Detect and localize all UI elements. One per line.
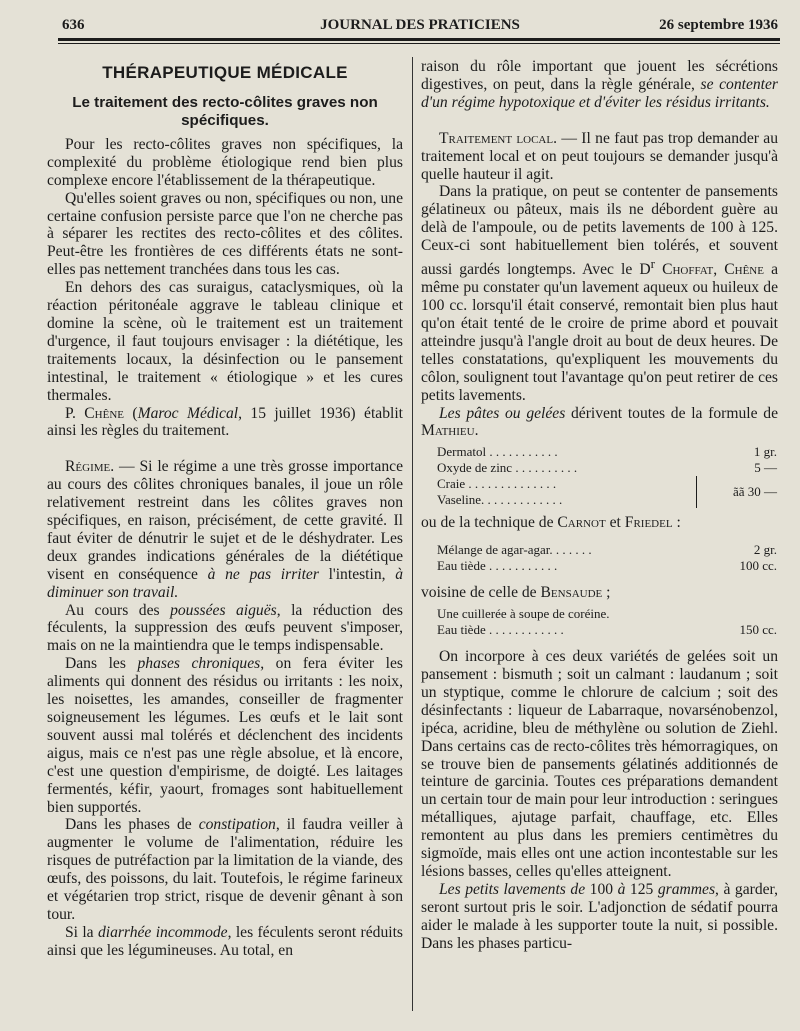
header-rule-thin: [58, 43, 780, 44]
section-title: THÉRAPEUTIQUE MÉDICALE: [102, 63, 348, 82]
paragraph: Dans la pratique, on peut se contenter de pansements gélatineux ou pâteux, mais ils ne débordent guère au delà de l'ampoule, ou de petits lavements de 100 à 125. Ceux-ci sont habituellement bien tolérés, et souvent aussi gardés longtemps. Avec le $D^r$ Choffat, Chêne a même pu constater qu'un lavement aqueux ou huileux de 100 cc. lorsqu'il était conservé, remontait bien plus haut qu'on était tenté de le croire de prime abord et pouvait atteindre jusqu'à l'angle droit au bout de deux heures. De telles constatations, qu'expliquent les mouvements du côlon, soulignent tout l'avantage qu'on peut retirer de ces petits lavements.: [421, 183, 778, 404]
left-column: [47, 58, 403, 960]
formula-row: Eau tiède . . . . . . . . . . . 100 cc.: [437, 558, 777, 574]
author-name: Chêne: [724, 261, 764, 279]
paragraph: Pour les recto-côlites graves non spécifiques, la complexité du problème étiologique rend bien plus complexe encore l'établissement de la thérapeutique.: [47, 135, 403, 189]
right-column: [421, 58, 778, 953]
paragraph: ou de la technique de Carnot et Friedel :: [421, 514, 681, 532]
formula-row: Vaseline. . . . . . . . . . . . .: [437, 492, 563, 508]
paragraph: P. Chêne (Maroc Médical, 15 juillet 1936) établit ainsi les règles du traitement.: [47, 404, 403, 440]
issue-date: 26 septembre 1936: [659, 17, 778, 33]
paragraph-local: Traitement local. — Il ne faut pas trop demander au traitement local et on peut toujours se demander jusqu'à quelle hauteur il agit.: [421, 129, 779, 183]
paragraph: voisine de celle de Bensaude ;: [421, 584, 611, 602]
column-divider: [412, 57, 413, 1011]
author-name: Choffat: [654, 261, 714, 279]
formula-row: Oxyde de zinc . . . . . . . . . . 5 —: [437, 460, 777, 476]
formula-mathieu: [437, 444, 777, 508]
formula-bensaude: [421, 606, 778, 638]
paragraph-regime: Régime. — Si le régime a une très grosse importance au cours des côlites chroniques banales, il joue un rôle relativement restreint dans les côlites graves non spécifiques, en raison, précisément, de cette gravité. Il faut éviter de dénutrir le sujet et de le déshydrater. Les deux grandes indications générales de la diététique visent en conséquence à ne pas irriter l'intestin, à diminuer son travail.: [47, 458, 403, 601]
running-header: [62, 17, 778, 39]
formula-row: Eau tiède . . . . . . . . . . . . 150 cc.: [437, 622, 777, 638]
article-title: Le traitement des recto-côlites graves non spécifiques.: [72, 93, 378, 129]
formula-row: Craie . . . . . . . . . . . . . . ãã 30 —: [437, 476, 777, 492]
paragraph: Si la diarrhée incommode, les féculents seront réduits ainsi que les légumineuses. Au total, en: [47, 923, 403, 959]
paragraph: Les pâtes ou gelées dérivent toutes de la formule de Mathieu.: [421, 404, 778, 440]
header-rule: [58, 38, 780, 41]
author-name: Chêne: [84, 404, 124, 422]
formula-aa-quantity: ãã 30 —: [732, 484, 777, 500]
paragraph: On incorpore à ces deux variétés de gelées soit un pansement : bismuth ; soit un calmant : laudanum ; soit un styptique, comme le chlorure de calcium ; soit des désinfectants : liqueur de Labarraque, novarsénobenzol, ipéca, acridine, bleu de méthylène ou solution de Ziehl. Dans certains cas de recto-côlites très hémorragiques, on se trouve bien de pansements gélatinés additionnés de teinture de garcinia. Toutes ces préparations demandent un certain tour de main pour leur introduction : seringues métalliques, ajutage parfait, chauffage, etc. Elles remontent au plus dans les premiers centimètres du sigmoïde, mais elles ont une action incontestable sur les lésions basses, celles qu'elles atteignent.: [421, 648, 778, 880]
page-number: 636: [62, 17, 85, 33]
paragraph: Dans les phases chroniques, on fera éviter les aliments qui donnent des résidus ou irritants : les noix, les noisettes, les amandes, conseiller de fragmenter soigneusement les légumes. Les œufs et le lait sont souvent aussi mal tolérés et déclenchent des incidents aigus, mais ce n'est pas une règle absolue, et là encore, c'est une question d'empirisme, de doigté. Les laitages fermentés, kéfir, yaourt, fromages sont habituellement bien supportés.: [47, 655, 403, 816]
subheading-local: Traitement local.: [439, 129, 557, 147]
paragraph-continued: raison du rôle important que jouent les sécrétions digestives, on peut, dans la règle générale, se contenter d'un régime hypotoxique et d'éviter les résidus irritants.: [421, 58, 778, 111]
formula-row: Dermatol . . . . . . . . . . . 1 gr.: [437, 444, 777, 460]
formula-row: Une cuillerée à soupe de coréine.: [437, 606, 610, 622]
formula-row: Mélange de agar-agar. . . . . . . 2 gr.: [437, 542, 777, 558]
journal-title: JOURNAL DES PRATICIENS: [320, 17, 520, 33]
cited-journal: Maroc Médical: [137, 404, 239, 422]
paragraph: Qu'elles soient graves ou non, spécifiques ou non, une certaine confusion persiste parce que l'on ne cherche pas à séparer les rectites des recto-côlites et des côlites. Peut-être les frontières de ces différents états ne sont-elles pas nettement tranchées dans tous les cas.: [47, 189, 404, 279]
paragraph: Les petits lavements de 100 à 125 grammes, à garder, seront surtout pris le soir. L'adjonction de sédatif pourra aider le malade à les supporter toute la nuit, si possible. Dans les phases particu-: [421, 880, 779, 952]
paragraph: Au cours des poussées aiguës, la réduction des féculents, la suppression des œufs peuvent s'imposer, mais on ne la maintiendra que le temps indispensable.: [47, 601, 403, 655]
formula-carnot: [421, 542, 778, 574]
author-name: Mathieu: [421, 422, 475, 440]
paragraph: En dehors des cas suraigus, cataclysmiques, où la réaction péritonéale aggrave le tableau clinique et domine la scène, où le traitement est un traitement d'urgence, il faut toujours envisager : la diététique, les traitements locaux, la désinfection ou le pansement intestinal, le traitement « étiologique » et les cures thermales.: [47, 279, 403, 404]
subheading-regime: Régime.: [65, 458, 115, 476]
paragraph: Dans les phases de constipation, il faudra veiller à augmenter le volume de l'alimentation, réduire les risques de putréfaction par la limitation de la viande, des œufs, des poissons, du lait. Toutefois, le régime farineux et végétarien trop strict, risque de devenir gênant à son tour.: [47, 816, 403, 923]
